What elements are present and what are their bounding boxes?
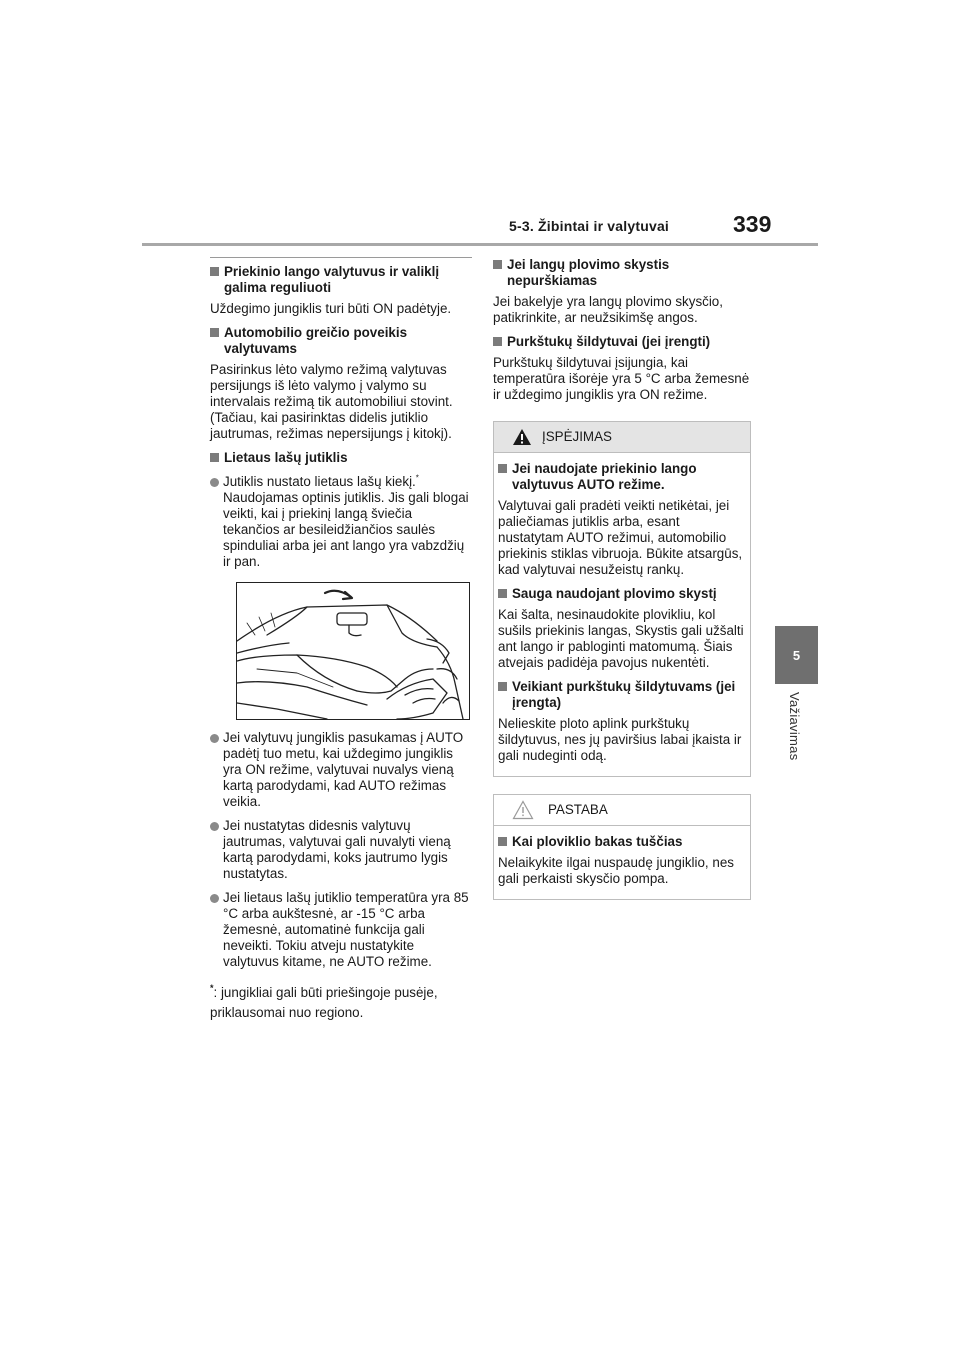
section-heading: Priekinio lango valytuvus ir valiklį galima reguliuoti: [210, 264, 472, 296]
list-item: Jei lietaus lašų jutiklio temperatūra yra 85 °C arba aukštesnė, ar -15 °C arba žemesnė, automatinė funkcija gali neveikti. Tokiu atveju nustatykite valytuvus kitame, ne AUTO režime.: [210, 890, 472, 970]
list-item: Jei valytuvų jungiklis pasukamas į AUTO padėtį tuo metu, kai uždegimo jungiklis yra ON režime, valytuvai nuvalys vieną kartą parodydami, kad AUTO režimas veikia.: [210, 730, 472, 810]
section-heading: Sauga naudojant plovimo skystį: [498, 586, 746, 602]
warning-box: [493, 421, 751, 777]
section-body: Purkštukų šildytuvai įsijungia, kai temperatūra išorėje yra 5 °C arba žemesnė ir uždegimo jungiklis yra ON režime.: [493, 355, 750, 402]
chapter-tab[interactable]: [775, 626, 818, 684]
warning-title: ĮSPĖJIMAS: [542, 429, 612, 444]
section-heading: Veikiant purkštukų šildytuvams (jei įrengta): [498, 679, 746, 711]
section-heading: Purkštukų šildytuvai (jei įrengti): [493, 334, 751, 350]
windshield-sensor-illustration: [236, 582, 470, 720]
right-column: [493, 257, 751, 900]
page-number: 339: [733, 211, 772, 237]
section-heading: Kai ploviklio bakas tuščias: [498, 834, 746, 850]
left-column: [210, 257, 472, 1023]
square-bullet-icon: [498, 682, 507, 691]
section-heading: Automobilio greičio poveikis valytuvams: [210, 325, 472, 357]
section-heading: Lietaus lašų jutiklis: [210, 450, 472, 466]
section-body: Uždegimo jungiklis turi būti ON padėtyje.: [210, 301, 452, 316]
square-bullet-icon: [210, 328, 219, 337]
round-bullet-icon: [210, 478, 219, 487]
round-bullet-icon: [210, 734, 219, 743]
section-body: Kai šalta, nesinaudokite plovikliu, kol sušils priekinis langas, Skystis gali užšalti ant lango ir pabloginti matomumą. Šiais atvejais padidėja pavojus nukentėti.: [498, 607, 744, 670]
square-bullet-icon: [210, 453, 219, 462]
note-title: PASTABA: [548, 802, 608, 817]
square-bullet-icon: [493, 337, 502, 346]
square-bullet-icon: [498, 837, 507, 846]
chapter-number: 5: [792, 647, 801, 663]
column-divider: [210, 257, 472, 258]
section-title: 5-3. Žibintai ir valytuvai: [509, 218, 670, 234]
footnote: *: jungikliai gali būti priešingoje pusėje, priklausomai nuo regiono.: [210, 983, 438, 1020]
header-divider: [142, 243, 818, 246]
round-bullet-icon: [210, 894, 219, 903]
square-bullet-icon: [498, 464, 507, 473]
section-body: Nelaikykite ilgai nuspaudę jungiklio, nes gali perkaisti skysčio pompa.: [498, 855, 734, 886]
square-bullet-icon: [210, 267, 219, 276]
note-header: [494, 795, 750, 826]
warning-header: [494, 422, 750, 453]
section-body: Nelieskite ploto aplink purkštukų šildytuvus, nes jų paviršius labai įkaista ir gali nudeginti odą.: [498, 716, 742, 763]
list-item: Jei nustatytas didesnis valytuvų jautrumas, valytuvai gali nuvalyti vieną kartą parodydami, koks jautrumo lygis nustatytas.: [210, 818, 472, 882]
round-bullet-icon: [210, 822, 219, 831]
section-heading: Jei langų plovimo skystis nepurškiamas: [493, 257, 751, 289]
caution-triangle-outline-icon: [512, 800, 534, 820]
section-heading: Jei naudojate priekinio lango valytuvus AUTO režime.: [498, 461, 746, 493]
list-item: Jutiklis nustato lietaus lašų kiekį.* Naudojamas optinis jutiklis. Jis gali blogai veikti, kai į priekinį langą šviečia tekančios ar besileidžiančios saulės spinduliai arba jei ant lango yra vabzdžių ir pan.: [210, 474, 472, 570]
chapter-label: Važiavimas: [787, 692, 802, 761]
section-body: Pasirinkus lėto valymo režimą valytuvas persijungs iš lėto valymo į valymo su intervalais režimą tik automobiliui stovint. (Tačiau, kai pasirinktas didelis jutiklio jautrumas, režimas nepersijungs į kitokį).: [210, 362, 453, 441]
square-bullet-icon: [498, 589, 507, 598]
square-bullet-icon: [493, 260, 502, 269]
section-body: Valytuvai gali pradėti veikti netikėtai, jei paliečiamas jutiklis arba, esant nustatytam AUTO režimui, automobilio priekinis stiklas vibruoja. Būkite atsargūs, kad valytuvai nesužeistų rankų.: [498, 498, 743, 577]
section-body: Jei bakelyje yra langų plovimo skysčio, patikrinkite, ar neužsikimšę angos.: [493, 294, 723, 325]
warning-triangle-icon: [512, 428, 532, 446]
note-box: [493, 794, 751, 900]
